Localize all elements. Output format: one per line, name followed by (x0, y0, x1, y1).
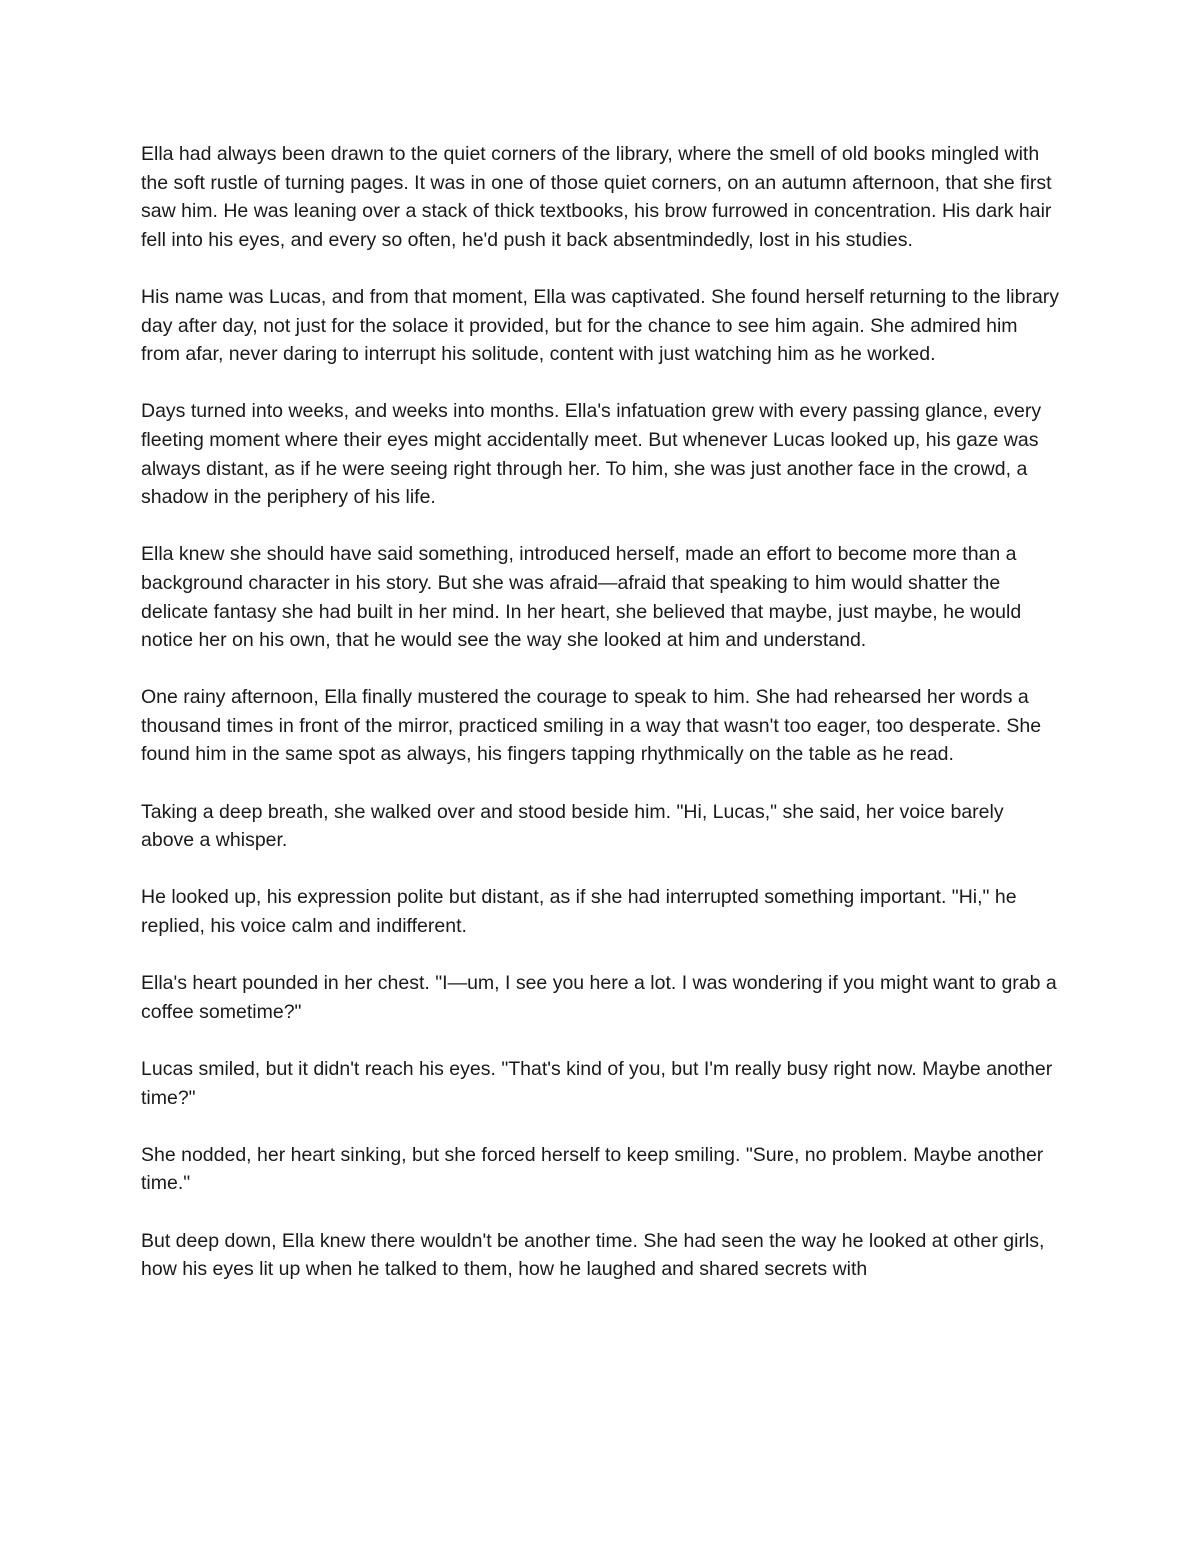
paragraph-11: But deep down, Ella knew there wouldn't be another time. She had seen the way he looked at other girls, how his eyes lit up when he talked to them, how he laughed and shared secrets with (141, 1229, 1045, 1281)
paragraph-10: She nodded, her heart sinking, but she forced herself to keep smiling. "Sure, no problem. Maybe another time." (141, 1143, 1044, 1195)
paragraph-5: One rainy afternoon, Ella finally mustered the courage to speak to him. She had rehearsed her words a thousand times in front of the mirror, practiced smiling in a way that wasn't too eager, too desperate. She found him in the same spot as always, his fingers tapping rhythmically on the table as he read. (141, 686, 1042, 766)
paragraph-8: Ella's heart pounded in her chest. "I—um, I see you here a lot. I was wondering if you might want to grab a coffee sometime?" (141, 972, 1057, 1023)
paragraph-7: He looked up, his expression polite but distant, as if she had interrupted something important. "Hi," he replied, his voice calm and indifferent. (141, 886, 1017, 938)
paragraph-4: Ella knew she should have said something, introduced herself, made an effort to become more than a background character in his story. But she was afraid—afraid that speaking to him would shatter the delicate fantasy she had built in her mind. In her heart, she believed that maybe, just maybe, he would notice her on his own, that he would see the way she looked at him and understand. (141, 543, 1022, 652)
paragraph-3: Days turned into weeks, and weeks into months. Ella's infatuation grew with every passing glance, every fleeting moment where their eyes might accidentally meet. But whenever Lucas looked up, his gaze was always distant, as if he were seeing right through her. To him, she was just another face in the crowd, a shadow in the periphery of his life. (141, 400, 1042, 509)
paragraph-9: Lucas smiled, but it didn't reach his eyes. "That's kind of you, but I'm really busy right now. Maybe another time?" (141, 1058, 1053, 1109)
paragraph-6: Taking a deep breath, she walked over and stood beside him. "Hi, Lucas," she said, her voice barely above a whisper. (141, 800, 1004, 852)
paragraph-2: His name was Lucas, and from that moment, Ella was captivated. She found herself returning to the library day after day, not just for the solace it provided, but for the chance to see him again. She admired him from afar, never daring to interrupt his solitude, content with just watching him as he worked. (141, 285, 1060, 366)
paragraph-1: Ella had always been drawn to the quiet corners of the library, where the smell of old books mingled with the soft rustle of turning pages. It was in one of those quiet corners, on an autumn afternoon, that she first saw him. He was leaning over a stack of thick textbooks, his brow furrowed in concentration. His dark hair fell into his eyes, and every so often, he'd push it back absentmindedly, lost in his studies. (141, 143, 1052, 251)
document-body (141, 140, 1061, 1284)
